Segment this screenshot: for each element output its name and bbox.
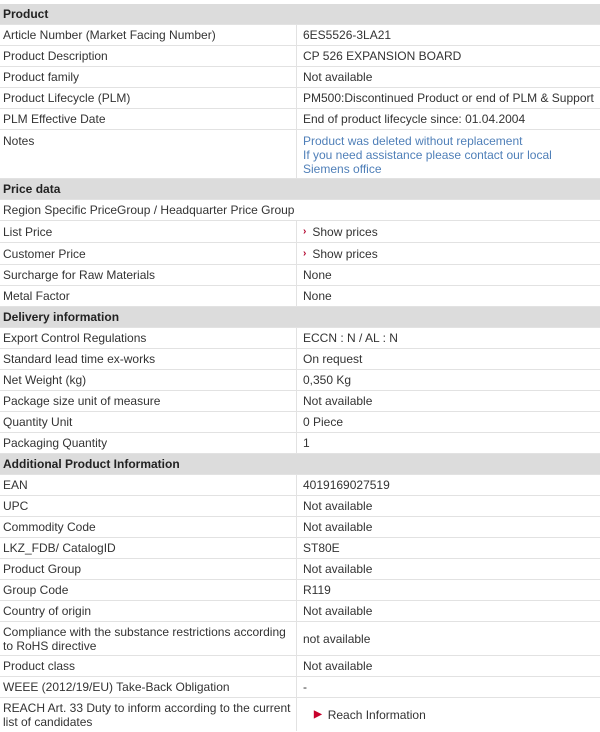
row-value: Not available xyxy=(303,604,373,618)
row-product-description xyxy=(0,46,600,67)
row-label: Quantity Unit xyxy=(0,412,297,432)
chevron-right-icon: › xyxy=(303,225,307,237)
row-export-control xyxy=(0,328,600,349)
row-value: On request xyxy=(303,352,363,366)
row-label: Standard lead time ex-works xyxy=(0,349,297,369)
section-title: Additional Product Information xyxy=(3,457,180,471)
row-lkz-catalog-id xyxy=(0,538,600,559)
section-header-product xyxy=(0,4,600,25)
row-plm-effective-date xyxy=(0,109,600,130)
row-notes xyxy=(0,130,600,179)
row-label: PLM Effective Date xyxy=(0,109,297,129)
notes-contact-link[interactable]: If you need assistance please contact our local xyxy=(303,148,552,162)
row-lead-time xyxy=(0,349,600,370)
row-value: not available xyxy=(303,631,371,646)
row-label: Commodity Code xyxy=(0,517,297,537)
section-header-price xyxy=(0,179,600,200)
row-label: Net Weight (kg) xyxy=(0,370,297,390)
row-label: Compliance with the substance restrictions according to RoHS directive xyxy=(0,622,297,655)
row-label: Product Description xyxy=(0,46,297,66)
link-text[interactable]: Show prices xyxy=(312,224,378,239)
row-packaging-quantity xyxy=(0,433,600,454)
notes-value xyxy=(300,130,600,178)
row-value: None xyxy=(303,268,332,282)
row-label: Product Lifecycle (PLM) xyxy=(0,88,297,108)
row-value: 6ES5526-3LA21 xyxy=(303,28,392,42)
row-label: Surcharge for Raw Materials xyxy=(0,265,297,285)
notes-line: Product was deleted without replacement xyxy=(303,134,523,148)
row-product-family xyxy=(0,67,600,88)
row-label: Region Specific PriceGroup / Headquarter Price Group xyxy=(3,203,295,217)
row-value: None xyxy=(303,289,332,303)
row-group-code xyxy=(0,580,600,601)
row-label: EAN xyxy=(0,475,297,495)
row-weee xyxy=(0,677,600,698)
row-label: LKZ_FDB/ CatalogID xyxy=(0,538,297,558)
row-value: 4019169027519 xyxy=(303,478,390,492)
row-label: REACH Art. 33 Duty to inform according to the current list of candidates xyxy=(0,698,297,731)
row-label: Metal Factor xyxy=(0,286,297,306)
row-customer-price xyxy=(0,243,600,265)
row-ean xyxy=(0,475,600,496)
row-value: CP 526 EXPANSION BOARD xyxy=(303,49,462,63)
chevron-right-icon: › xyxy=(303,247,307,259)
row-country-of-origin xyxy=(0,601,600,622)
row-label: Group Code xyxy=(0,580,297,600)
row-list-price xyxy=(0,221,600,243)
row-label: Packaging Quantity xyxy=(0,433,297,453)
row-metal-factor xyxy=(0,286,600,307)
show-prices-link[interactable] xyxy=(300,243,600,264)
row-label: Article Number (Market Facing Number) xyxy=(0,25,297,45)
row-value: 0 Piece xyxy=(303,415,344,429)
row-value: 0,350 Kg xyxy=(303,373,352,387)
row-value: Not available xyxy=(303,659,373,673)
row-value: Not available xyxy=(303,70,373,84)
row-label: Export Control Regulations xyxy=(0,328,297,348)
section-header-delivery xyxy=(0,307,600,328)
section-header-additional xyxy=(0,454,600,475)
row-value: End of product lifecycle since: 01.04.2004 xyxy=(303,112,526,126)
row-value: - xyxy=(303,680,307,694)
section-title: Product xyxy=(3,7,49,21)
row-label: Customer Price xyxy=(0,243,297,264)
row-value: ST80E xyxy=(303,541,340,555)
row-label: Country of origin xyxy=(0,601,297,621)
row-net-weight xyxy=(0,370,600,391)
row-surcharge xyxy=(0,265,600,286)
row-value: Not available xyxy=(303,499,373,513)
row-label: Product class xyxy=(0,656,297,676)
row-product-group xyxy=(0,559,600,580)
row-region-price-group xyxy=(0,200,600,221)
row-label: WEEE (2012/19/EU) Take-Back Obligation xyxy=(0,677,297,697)
row-package-size xyxy=(0,391,600,412)
row-product-lifecycle xyxy=(0,88,600,109)
row-value: Not available xyxy=(303,562,373,576)
row-article-number xyxy=(0,25,600,46)
row-value: Not available xyxy=(303,520,373,534)
row-rohs-compliance xyxy=(0,622,600,656)
section-title: Delivery information xyxy=(3,310,120,324)
row-commodity-code xyxy=(0,517,600,538)
row-label: Product Group xyxy=(0,559,297,579)
row-label: List Price xyxy=(0,221,297,242)
row-value: Not available xyxy=(303,394,373,408)
section-title: Price data xyxy=(3,182,61,196)
triangle-right-icon: ▶ xyxy=(314,708,322,720)
row-label: Package size unit of measure xyxy=(0,391,297,411)
row-value: ECCN : N / AL : N xyxy=(303,331,398,345)
row-label: Product family xyxy=(0,67,297,87)
row-quantity-unit xyxy=(0,412,600,433)
reach-information-link[interactable] xyxy=(300,698,600,731)
row-reach xyxy=(0,698,600,731)
row-value: R119 xyxy=(303,583,331,597)
row-upc xyxy=(0,496,600,517)
notes-contact-link[interactable]: Siemens office xyxy=(303,162,382,176)
link-text[interactable]: Reach Information xyxy=(327,707,426,722)
row-value: PM500:Discontinued Product or end of PLM & Support xyxy=(303,91,594,105)
row-product-class xyxy=(0,656,600,677)
row-label: Notes xyxy=(0,130,297,178)
show-prices-link[interactable] xyxy=(300,221,600,242)
link-text[interactable]: Show prices xyxy=(312,246,378,261)
row-value: 1 xyxy=(303,436,310,450)
row-label: UPC xyxy=(0,496,297,516)
